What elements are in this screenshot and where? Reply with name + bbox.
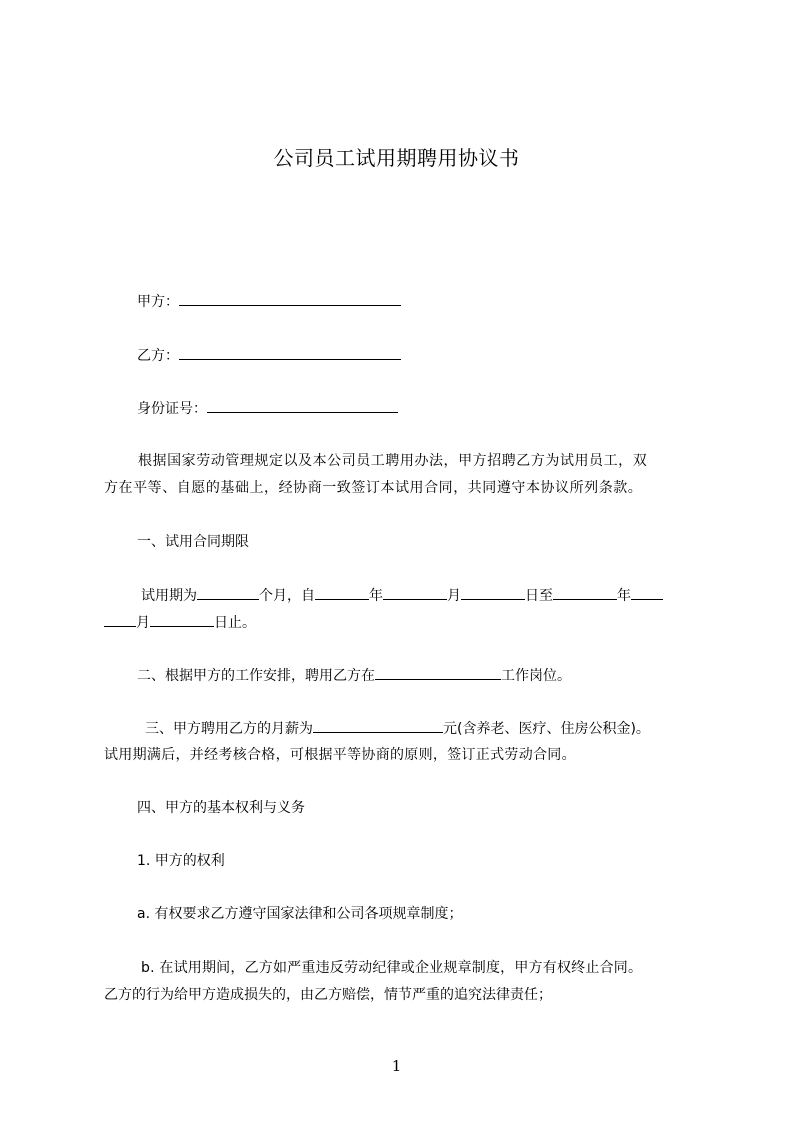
end-month-blank-start[interactable] <box>631 585 663 600</box>
section-1-line-1 <box>141 585 663 606</box>
section-2 <box>137 665 571 686</box>
section-4-item-b-line-2: 乙方的行为给甲方造成损失的，由乙方赔偿，情节严重的追究法律责任； <box>104 987 552 1003</box>
party-a-blank[interactable] <box>179 291 401 306</box>
month-label: 月 <box>447 588 461 604</box>
id-number-label: 身份证号： <box>137 401 207 417</box>
start-year-blank[interactable] <box>315 585 369 600</box>
page-number: 1 <box>391 1057 402 1075</box>
year-label: 年 <box>369 588 383 604</box>
end-month-label: 月 <box>136 615 150 631</box>
party-b-label: 乙方： <box>137 348 179 364</box>
section-3-text: 三、甲方聘用乙方的月薪为 <box>145 721 313 737</box>
probation-label: 试用期为 <box>141 588 197 604</box>
section-4-subheading: 1. 甲方的权利 <box>137 853 225 869</box>
end-day-blank[interactable] <box>150 612 214 627</box>
document-title: 公司员工试用期聘用协议书 <box>273 146 520 170</box>
id-number-blank[interactable] <box>207 398 398 413</box>
party-b-blank[interactable] <box>179 345 401 360</box>
section-1-line-2 <box>104 612 256 633</box>
day-to-label: 日至 <box>525 588 553 604</box>
section-1-heading: 一、试用合同期限 <box>137 534 249 550</box>
end-year-blank[interactable] <box>553 585 617 600</box>
section-3-suffix: 元(含养老、医疗、住房公积金)。 <box>443 721 650 737</box>
intro-paragraph-line-2: 方在平等、自愿的基础上，经协商一致签订本试用合同，共同遵守本协议所列条款。 <box>104 480 643 496</box>
intro-paragraph-line-1 <box>138 451 700 471</box>
intro-text-1: 根据国家劳动管理规定以及本公司员工聘用办法，甲方招聘乙方为试用员工，双 <box>138 453 648 469</box>
end-month-blank-cont[interactable] <box>104 612 136 627</box>
end-year-label: 年 <box>617 588 631 604</box>
party-a-field <box>137 291 401 312</box>
section-2-suffix: 工作岗位。 <box>501 668 571 684</box>
section-3-line-2: 试用期满后，并经考核合格，可根据平等协商的原则，签订正式劳动合同。 <box>104 747 576 763</box>
party-b-field <box>137 345 401 366</box>
section-4-item-a: a. 有权要求乙方遵守国家法律和公司各项规章制度； <box>137 906 463 922</box>
position-blank[interactable] <box>375 665 501 680</box>
section-3-line-1 <box>145 718 650 739</box>
section-4-item-b-line-1: b. 在试用期间，乙方如严重违反劳动纪律或企业规章制度，甲方有权终止合同。 <box>141 960 643 976</box>
months-from-label: 个月，自 <box>259 588 315 604</box>
end-day-label: 日止。 <box>214 615 256 631</box>
party-a-label: 甲方： <box>137 294 179 310</box>
section-2-text: 二、根据甲方的工作安排，聘用乙方在 <box>137 668 375 684</box>
start-month-blank[interactable] <box>383 585 447 600</box>
salary-blank[interactable] <box>313 718 443 733</box>
probation-months-blank[interactable] <box>197 585 259 600</box>
id-number-field <box>137 398 398 419</box>
section-4-heading: 四、甲方的基本权利与义务 <box>137 800 305 816</box>
start-day-blank[interactable] <box>461 585 525 600</box>
